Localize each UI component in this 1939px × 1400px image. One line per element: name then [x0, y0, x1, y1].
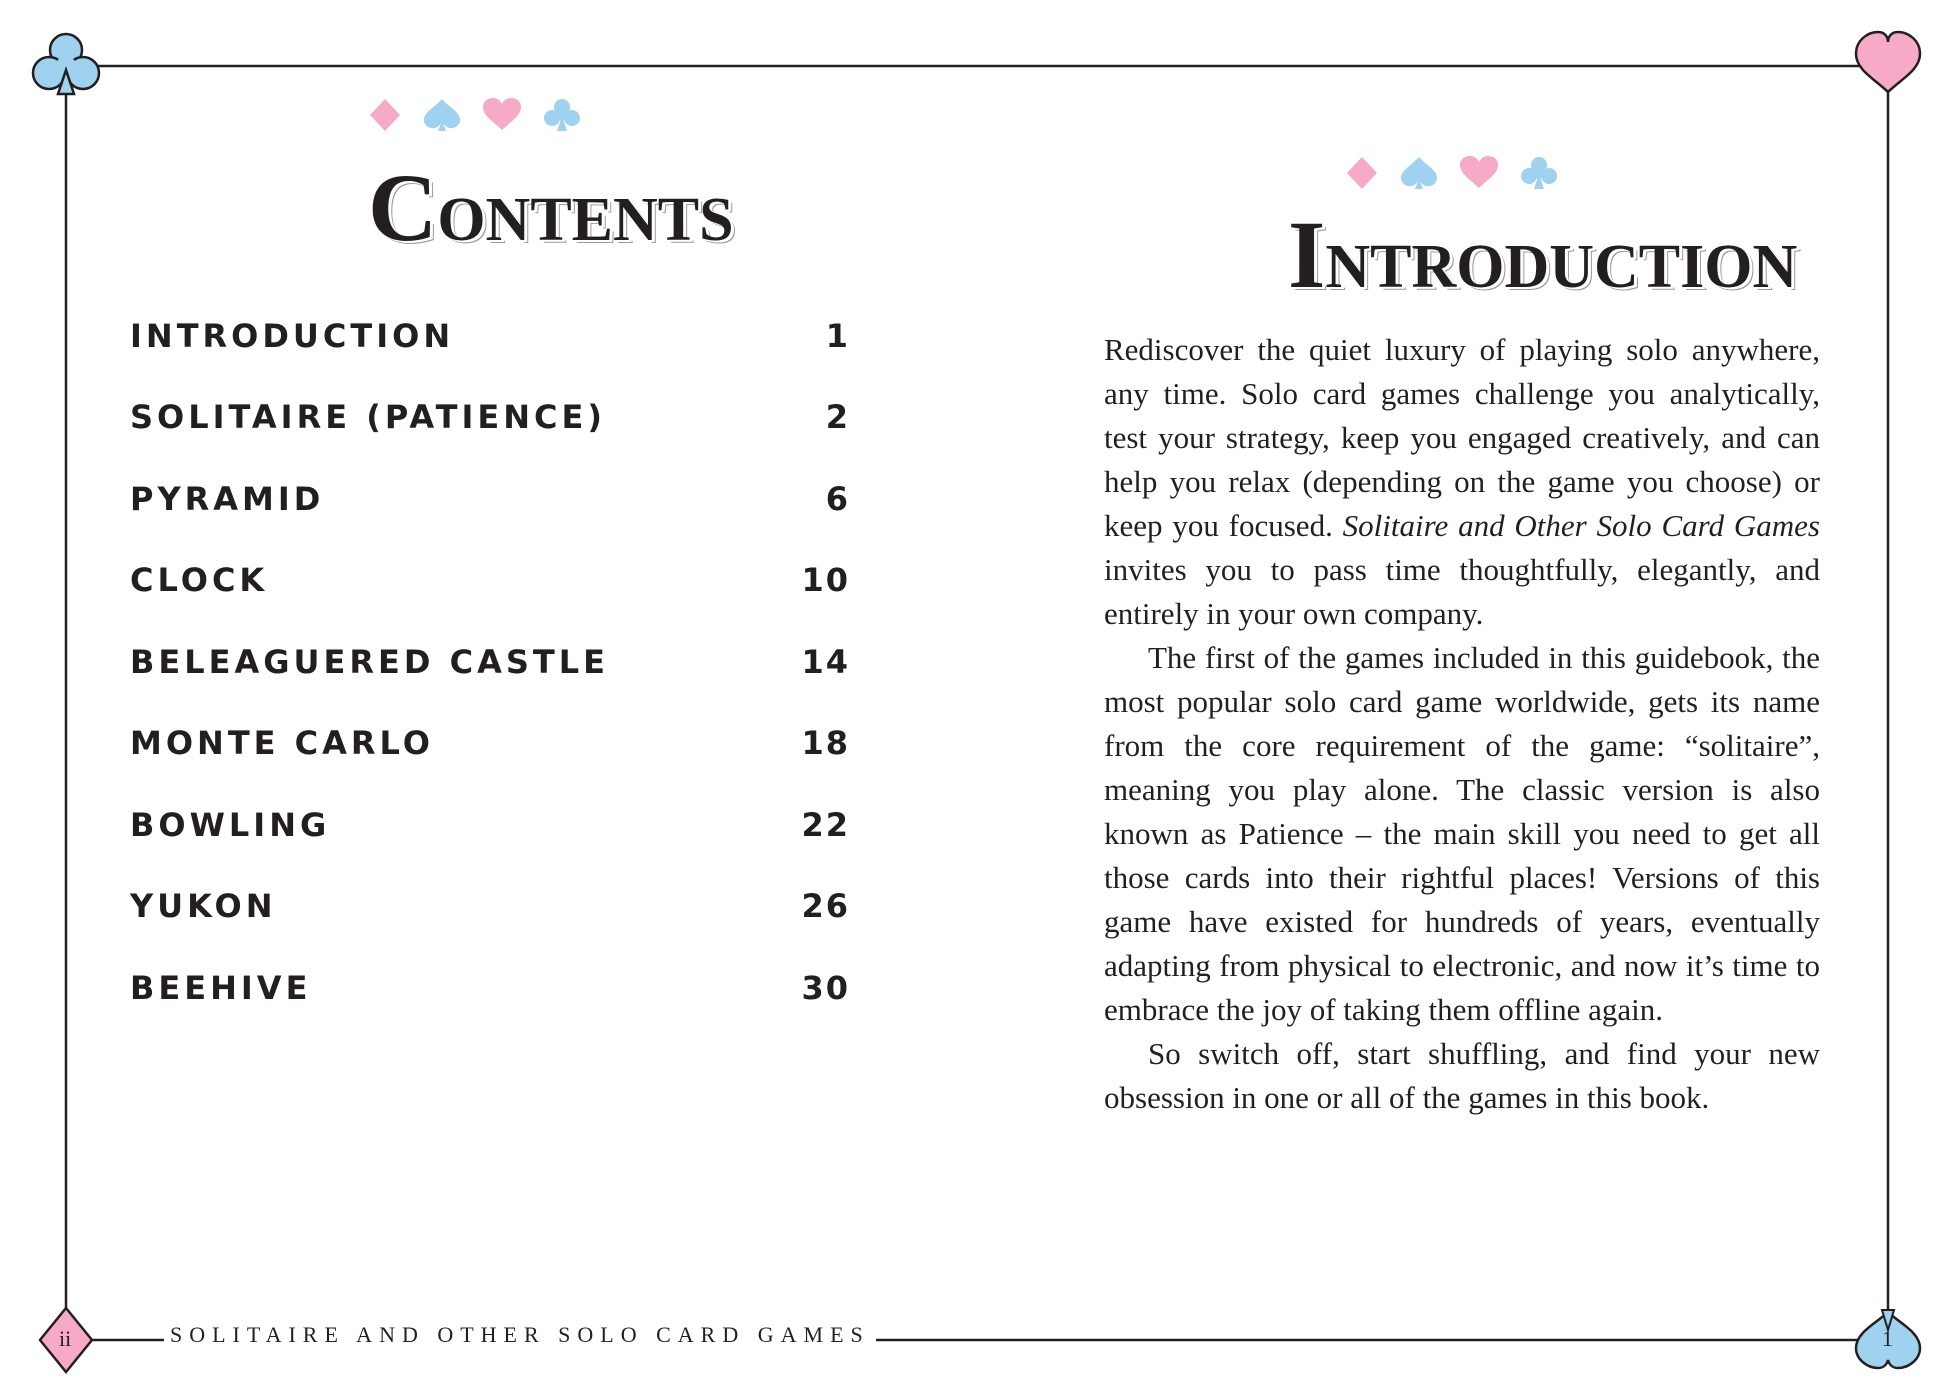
title-rest: ONTENTS	[437, 186, 734, 254]
page-number-left: ii	[59, 1326, 72, 1351]
toc-entry[interactable]	[130, 540, 850, 622]
diamond-icon	[1345, 156, 1379, 190]
suit-row-left	[368, 98, 582, 132]
heart-icon	[482, 98, 522, 132]
intro-paragraph: The first of the games included in this guidebook, the most popular solo card game worldwide, gets its name from the core requirement of the game: “solitaire”, meaning you play alone. The classic version is also known as Patience – the main skill you need to get all those cards into their rightful places! Versions of this game have existed for hundreds of years, eventually adapting from physical to electronic, and now it’s time to embrace the joy of taking them offline again.	[1104, 640, 1820, 1027]
toc-entry[interactable]	[130, 621, 850, 703]
toc-label: SOLITAIRE (PATIENCE)	[130, 398, 606, 437]
heart-icon	[1856, 32, 1920, 92]
paragraph-text: invites you to pass time thoughtfully, elegantly, and entirely in your own company.	[1104, 552, 1820, 631]
spade-icon	[1399, 156, 1439, 190]
paragraph-text: Rediscover the quiet luxury of playing solo anywhere, any time. Solo card games challenge you analytically, test your strategy, keep you engaged creatively, and can help you relax (depending on the game you choose) or keep you focused.	[1104, 332, 1820, 543]
book-title: Solitaire and Other Solo Card Games	[1342, 508, 1820, 543]
toc-page: 18	[801, 724, 850, 763]
toc-page: 10	[801, 561, 850, 600]
toc-label: BOWLING	[130, 805, 331, 844]
club-icon	[1519, 156, 1559, 190]
heart-icon	[1459, 156, 1499, 190]
spade-icon	[422, 98, 462, 132]
toc-label: BEEHIVE	[130, 968, 312, 1007]
toc-page: 6	[825, 479, 850, 518]
club-icon	[33, 34, 99, 94]
diamond-icon	[368, 98, 402, 132]
toc-label: INTRODUCTION	[130, 316, 455, 355]
toc-entry[interactable]	[130, 784, 850, 866]
toc-page: 14	[801, 642, 850, 681]
introduction-title	[1288, 201, 1798, 308]
introduction-body	[1104, 328, 1820, 1120]
toc-label: CLOCK	[130, 561, 269, 600]
toc-entry[interactable]	[130, 703, 850, 785]
intro-paragraph: So switch off, start shuffling, and find your new obsession in one or all of the games in this book.	[1104, 1036, 1820, 1115]
running-footer: SOLITAIRE AND OTHER SOLO CARD GAMES	[164, 1322, 876, 1348]
toc-label: PYRAMID	[130, 479, 325, 518]
toc-entry[interactable]	[130, 377, 850, 459]
toc-entry[interactable]	[130, 866, 850, 948]
intro-paragraph	[1104, 328, 1820, 636]
club-icon	[542, 98, 582, 132]
title-rest: NTRODUCTION	[1325, 233, 1798, 301]
toc-page: 1	[825, 316, 850, 355]
toc-page: 30	[801, 968, 850, 1007]
toc-entry[interactable]	[130, 295, 850, 377]
toc-label: YUKON	[130, 887, 277, 926]
toc-entry[interactable]	[130, 947, 850, 1029]
toc-page: 26	[801, 887, 850, 926]
page-number-right: 1	[1882, 1326, 1893, 1351]
contents-title	[368, 154, 734, 261]
toc-entry[interactable]	[130, 458, 850, 540]
title-initial: I	[1288, 201, 1326, 308]
toc-page: 22	[801, 805, 850, 844]
toc-label: MONTE CARLO	[130, 724, 434, 763]
toc-page: 2	[825, 398, 850, 437]
suit-row-right	[1345, 156, 1559, 190]
title-initial: C	[368, 154, 438, 261]
table-of-contents	[130, 295, 850, 1029]
toc-label: BELEAGUERED CASTLE	[130, 642, 609, 681]
